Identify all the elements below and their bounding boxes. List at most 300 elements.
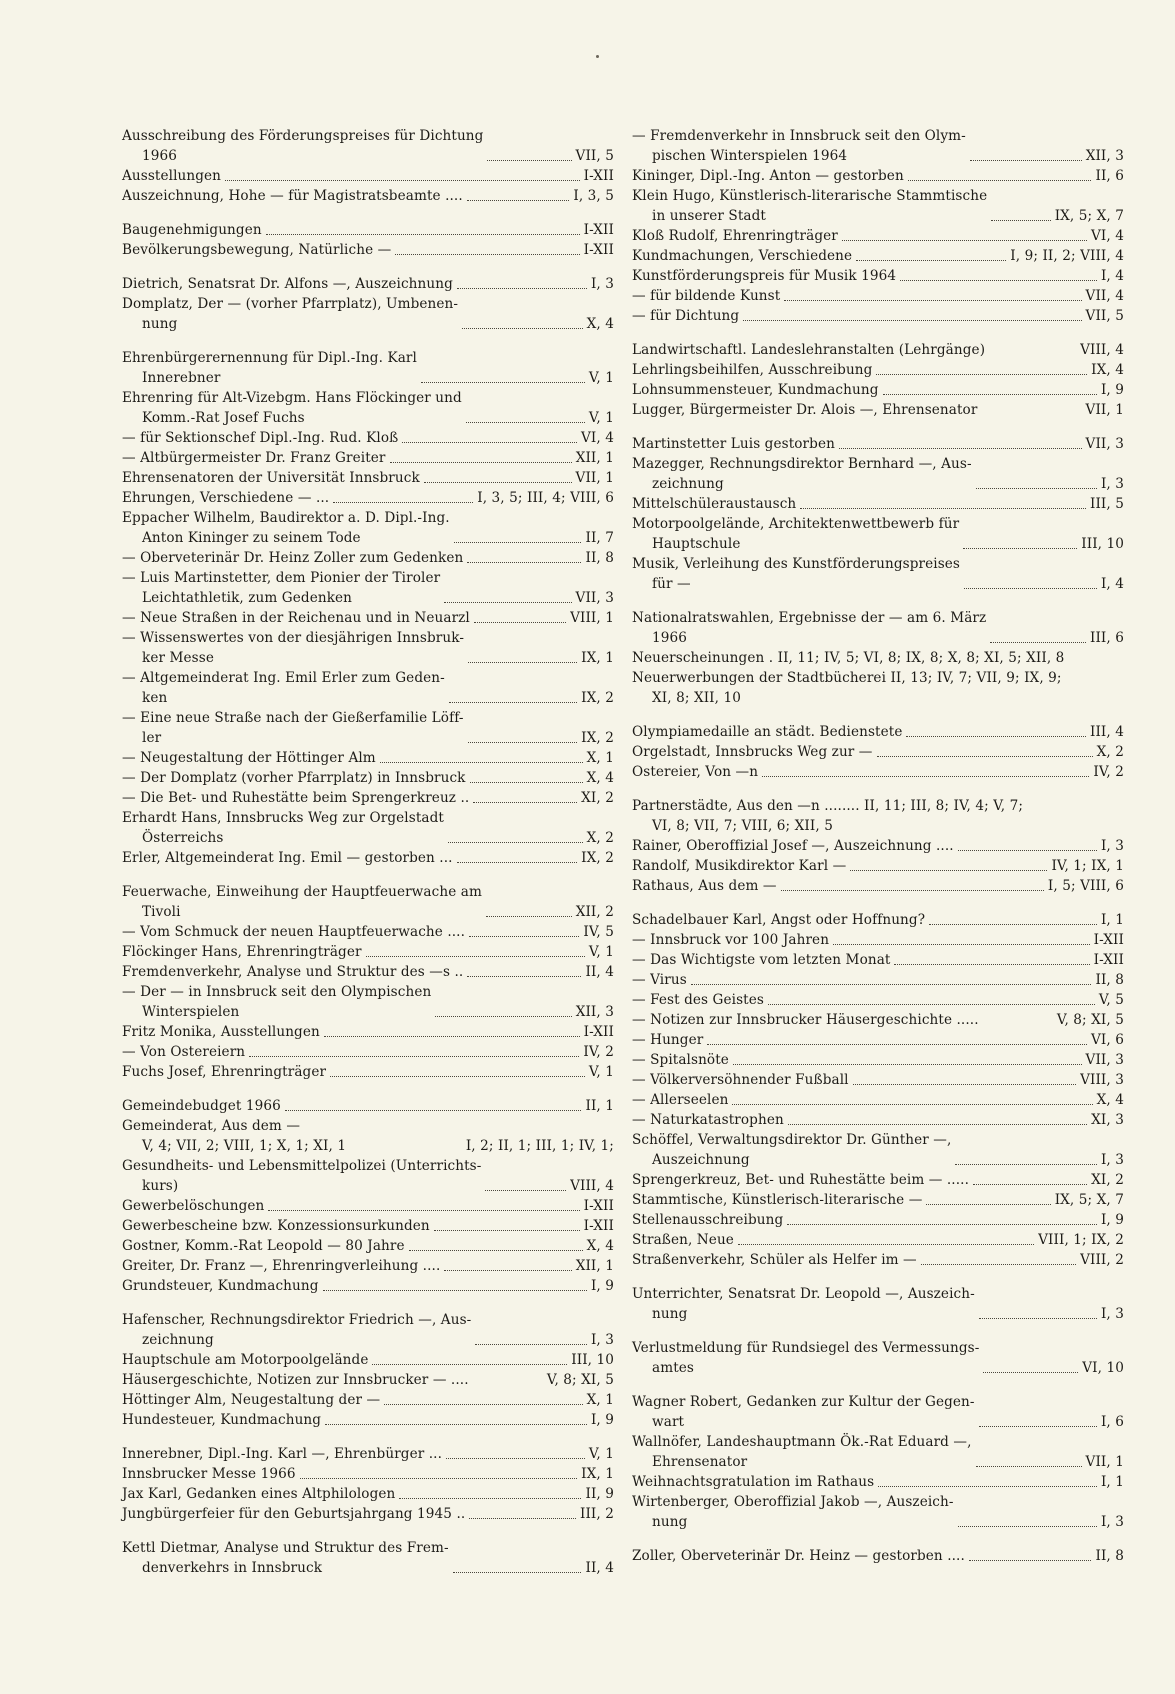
entry-text	[122, 1216, 430, 1236]
dot-leader	[983, 1362, 1078, 1373]
dot-leader	[467, 552, 581, 563]
entry-text	[122, 468, 420, 488]
index-entry	[632, 1030, 1124, 1050]
section-gap	[632, 594, 1124, 608]
index-entry	[632, 340, 1124, 360]
entry-reference: IX, 5; X, 7	[1054, 208, 1124, 224]
entry-line: — Notizen zur Innsbrucker Häusergeschichte .....	[632, 1012, 979, 1028]
entry-continuation: ler	[142, 730, 162, 746]
index-entry	[122, 1042, 614, 1062]
entry-line: Feuerwache, Einweihung der Hauptfeuerwache am	[122, 884, 482, 900]
entry-text	[632, 1030, 703, 1050]
dot-leader	[473, 1375, 543, 1385]
entry-reference: IX, 1	[581, 1466, 614, 1482]
entry-line: Fritz Monika, Ausstellungen	[122, 1024, 320, 1040]
entry-line: Neuerwerbungen der Stadtbücherei II, 13; IV, 7; VII, 9; IX, 9;	[632, 670, 1062, 686]
index-entry	[122, 1276, 614, 1296]
index-entry	[632, 1392, 1124, 1432]
index-entry	[632, 434, 1124, 454]
entry-reference: VI, 6	[1091, 1032, 1124, 1048]
dot-leader	[921, 1254, 1076, 1265]
entry-text	[632, 494, 796, 514]
index-entry	[122, 1484, 614, 1504]
entry-text	[122, 1236, 405, 1256]
entry-line: — Hunger	[632, 1032, 704, 1048]
entry-reference: VIII, 1; IX, 2	[1038, 1232, 1124, 1248]
entry-line: Gemeindebudget 1966	[122, 1098, 281, 1114]
entry-line: Gewerbescheine bzw. Konzessionsurkunden	[122, 1218, 430, 1234]
entry-continuation: nung	[652, 1514, 688, 1530]
entry-line: Jungbürgerfeier für den Geburtsjahrgang 1945 ..	[122, 1506, 466, 1522]
entry-continuation: Winterspielen	[142, 1004, 240, 1020]
index-entry	[632, 1110, 1124, 1130]
entry-line: Kundmachungen, Verschiedene	[632, 248, 853, 264]
entry-text	[122, 768, 466, 788]
section-gap	[122, 1524, 614, 1538]
dot-leader	[384, 1394, 582, 1405]
dot-leader	[976, 1456, 1082, 1467]
entry-text	[632, 796, 1023, 836]
index-entry	[632, 1210, 1124, 1230]
index-entry	[122, 1256, 614, 1276]
entry-reference: IX, 2	[581, 730, 614, 746]
dot-leader	[732, 1094, 1092, 1105]
entry-line: Domplatz, Der — (vorher Pfarrplatz), Umbenen-	[122, 296, 459, 312]
entry-text	[632, 1546, 965, 1566]
entry-reference: XII, 3	[575, 1004, 614, 1020]
entry-reference: I, 3	[1100, 1306, 1124, 1322]
dot-leader	[249, 1046, 579, 1057]
entry-continuation: kurs)	[142, 1178, 179, 1194]
entry-line: — Innsbruck vor 100 Jahren	[632, 932, 830, 948]
entry-line: Mittelschüleraustausch	[632, 496, 797, 512]
index-entry	[632, 608, 1124, 648]
entry-reference: I, 3	[590, 1332, 614, 1348]
entry-reference: I, 9	[1100, 382, 1124, 398]
entry-reference: VIII, 3	[1080, 1072, 1124, 1088]
entry-reference: I, 1	[1100, 1474, 1124, 1490]
entry-reference: I, 9; II, 2; VIII, 4	[1010, 248, 1124, 264]
entry-reference: V, 8; XI, 5	[546, 1372, 614, 1388]
index-entry	[122, 428, 614, 448]
dot-leader	[979, 1308, 1097, 1319]
index-entry	[122, 348, 614, 388]
index-entry	[122, 748, 614, 768]
entry-text	[632, 608, 986, 648]
entry-line: Motorpoolgelände, Architektenwettbewerb für	[632, 516, 960, 532]
entry-text	[122, 348, 417, 388]
index-entry	[632, 306, 1124, 326]
entry-continuation: pischen Winterspielen 1964	[652, 148, 848, 164]
entry-reference: I, 5; VIII, 6	[1047, 878, 1124, 894]
entry-line: Gemeinderat, Aus dem —	[122, 1118, 301, 1134]
entry-line: — Der Domplatz (vorher Pfarrplatz) in Innsbruck	[122, 770, 466, 786]
entry-continuation: Anton Kininger zu seinem Tode	[142, 530, 361, 546]
index-entry	[122, 186, 614, 206]
entry-text	[122, 1370, 469, 1390]
entry-line: Dietrich, Senatsrat Dr. Alfons —, Auszeichnung	[122, 276, 453, 292]
index-entry	[632, 1130, 1124, 1170]
entry-reference: X, 4	[586, 316, 614, 332]
entry-line: Jax Karl, Gedanken eines Altphilologen	[122, 1486, 396, 1502]
index-entry	[122, 942, 614, 962]
entry-continuation: VI, 8; VII, 7; VIII, 6; XII, 5	[652, 818, 833, 834]
dot-leader	[467, 190, 570, 201]
dot-leader	[958, 840, 1097, 851]
dot-leader	[926, 1194, 1050, 1205]
dot-leader	[894, 954, 1089, 965]
entry-continuation: ken	[142, 690, 168, 706]
entry-reference: VIII, 4	[1080, 342, 1124, 358]
index-entry	[632, 1070, 1124, 1090]
entry-line: — Fremdenverkehr in Innsbruck seit den Olym-	[632, 128, 966, 144]
dot-leader	[444, 1260, 571, 1271]
entry-reference: I-XII	[583, 168, 614, 184]
index-entry	[122, 548, 614, 568]
entry-text	[122, 1484, 395, 1504]
entry-reference: II, 8	[1095, 1548, 1124, 1564]
entry-reference: I, 1	[1100, 912, 1124, 928]
entry-text	[632, 1392, 975, 1432]
index-entry	[632, 722, 1124, 742]
entry-line: Rainer, Oberoffizial Josef —, Auszeichnung ....	[632, 838, 954, 854]
entry-text	[122, 1350, 368, 1370]
entry-text	[122, 568, 440, 608]
entry-line: Erler, Altgemeinderat Ing. Emil — gestorben ...	[122, 850, 453, 866]
entry-text	[632, 1110, 784, 1130]
index-entry	[632, 1050, 1124, 1070]
entry-text	[632, 434, 835, 454]
entry-line: Ehrensenatoren der Universität Innsbruck	[122, 470, 420, 486]
dot-leader	[743, 310, 1081, 321]
entry-line: Nationalratswahlen, Ergebnisse der — am 6. März	[632, 610, 987, 626]
entry-continuation: Ehrensenator	[652, 1454, 748, 1470]
dot-leader	[470, 772, 583, 783]
entry-reference: VIII, 1	[570, 610, 614, 626]
entry-continuation: Leichtathletik, zum Gedenken	[142, 590, 353, 606]
dot-leader	[877, 746, 1093, 757]
entry-text	[632, 286, 780, 306]
entry-line: Hauptschule am Motorpoolgelände	[122, 1352, 369, 1368]
entry-line: — für bildende Kunst	[632, 288, 781, 304]
entry-line: Innsbrucker Messe 1966	[122, 1466, 296, 1482]
entry-reference: I, 4	[1100, 576, 1124, 592]
dot-leader	[981, 405, 1081, 415]
entry-line: Bevölkerungsbewegung, Natürliche —	[122, 242, 392, 258]
entry-text	[122, 1390, 380, 1410]
section-gap	[122, 206, 614, 220]
entry-text	[632, 360, 872, 380]
entry-line: Straßen, Neue	[632, 1232, 734, 1248]
entry-text	[632, 1090, 728, 1110]
entry-reference: V, 1	[588, 410, 614, 426]
dot-leader	[485, 1180, 566, 1191]
entry-line: Martinstetter Luis gestorben	[632, 436, 835, 452]
dot-leader	[487, 150, 571, 161]
dot-leader	[467, 966, 581, 977]
section-gap	[632, 896, 1124, 910]
entry-line: Olympiamedaille an städt. Bedienstete	[632, 724, 903, 740]
entry-text	[632, 1210, 783, 1230]
entry-text	[632, 454, 972, 494]
index-entry	[122, 608, 614, 628]
entry-reference: I, 2; II, 1; III, 1; IV, 1;	[465, 1138, 614, 1154]
index-entry	[632, 910, 1124, 930]
section-gap	[122, 1430, 614, 1444]
index-entry	[122, 1216, 614, 1236]
entry-continuation: denverkehrs in Innsbruck	[142, 1560, 323, 1576]
index-entry	[122, 568, 614, 608]
index-entry	[122, 1196, 614, 1216]
dot-leader	[469, 926, 579, 937]
entry-reference: XII, 2	[575, 904, 614, 920]
entry-line: Häusergeschichte, Notizen zur Innsbrucker — ....	[122, 1372, 469, 1388]
index-entry	[632, 1492, 1124, 1532]
entry-line: — Naturkatastrophen	[632, 1112, 784, 1128]
entry-reference: V, 1	[588, 1446, 614, 1462]
entry-text	[122, 294, 458, 334]
dot-leader	[1068, 653, 1120, 663]
entry-line: — Der — in Innsbruck seit den Olympischen	[122, 984, 432, 1000]
entry-line: Wirtenberger, Oberoffizial Jakob —, Auszeich-	[632, 1494, 954, 1510]
index-entry	[632, 454, 1124, 494]
entry-text	[122, 668, 445, 708]
entry-line: Klein Hugo, Künstlerisch-literarische Stammtische	[632, 188, 988, 204]
dot-leader	[787, 1214, 1097, 1225]
dot-leader	[970, 150, 1082, 161]
dot-leader	[989, 345, 1076, 355]
entry-reference: XII, 3	[1085, 148, 1124, 164]
index-entry	[632, 930, 1124, 950]
section-gap	[632, 782, 1124, 796]
entry-line: Ausschreibung des Förderungspreises für Dichtung	[122, 128, 484, 144]
entry-reference: II, 4	[585, 964, 614, 980]
index-entry	[632, 1190, 1124, 1210]
entry-reference: XI, 2	[1091, 1172, 1124, 1188]
entry-text	[632, 950, 890, 970]
entry-line: Ostereier, Von —n	[632, 764, 759, 780]
entry-line: — Neugestaltung der Höttinger Alm	[122, 750, 376, 766]
entry-continuation: V, 4; VII, 2; VIII, 1; X, 1; XI, 1	[142, 1138, 347, 1154]
entry-reference: IX, 2	[581, 690, 614, 706]
entry-text	[632, 930, 829, 950]
entry-reference: I-XII	[1093, 932, 1124, 948]
section-gap	[122, 334, 614, 348]
dot-leader	[454, 532, 582, 543]
index-entry	[122, 1156, 614, 1196]
index-entry	[632, 1284, 1124, 1324]
entry-continuation: 1966	[652, 630, 687, 646]
index-entry	[122, 1538, 614, 1578]
entry-continuation: zeichnung	[142, 1332, 214, 1348]
dot-leader	[856, 250, 1006, 261]
entry-text	[122, 186, 463, 206]
entry-line: Musik, Verleihung des Kunstförderungspreises	[632, 556, 961, 572]
dot-leader	[707, 1034, 1087, 1045]
dot-leader	[762, 766, 1089, 777]
dot-leader	[399, 1488, 581, 1499]
entry-line: Ehrungen, Verschiedene — ...	[122, 490, 330, 506]
entry-line: Erhardt Hans, Innsbrucks Weg zur Orgelstadt	[122, 810, 444, 826]
entry-line: Eppacher Wilhelm, Baudirektor a. D. Dipl.-Ing.	[122, 510, 450, 526]
index-entry	[122, 628, 614, 668]
entry-text	[632, 762, 758, 782]
entry-reference: III, 4	[1089, 724, 1124, 740]
dot-leader	[976, 478, 1097, 489]
entry-line: Höttinger Alm, Neugestaltung der —	[122, 1392, 381, 1408]
entry-reference: I-XII	[583, 242, 614, 258]
dot-leader	[784, 290, 1081, 301]
dot-leader	[409, 1240, 583, 1251]
dot-leader	[963, 538, 1077, 549]
entry-reference: II, 4	[585, 1560, 614, 1576]
index-entry	[632, 1170, 1124, 1190]
index-entry	[122, 1370, 614, 1390]
entry-line: Schadelbauer Karl, Angst oder Hoffnung?	[632, 912, 926, 928]
entry-reference: VII, 4	[1085, 288, 1124, 304]
section-gap	[122, 1082, 614, 1096]
entry-reference: VI, 4	[1091, 228, 1124, 244]
index-entry	[632, 360, 1124, 380]
entry-text	[632, 1338, 979, 1378]
dot-leader	[883, 384, 1097, 395]
entry-text	[632, 1432, 972, 1472]
entry-reference: III, 2	[579, 1506, 614, 1522]
entry-text	[122, 1444, 442, 1464]
index-entry	[632, 494, 1124, 514]
entry-continuation: Auszeichnung	[652, 1152, 750, 1168]
entry-text	[632, 876, 777, 896]
entry-reference: VII, 1	[575, 470, 614, 486]
dot-leader	[833, 934, 1090, 945]
entry-text	[122, 1538, 449, 1578]
entry-line: Greiter, Dr. Franz —, Ehrenringverleihung ....	[122, 1258, 441, 1274]
index-entry	[122, 1410, 614, 1430]
entry-text	[632, 306, 739, 326]
dot-leader	[448, 832, 583, 843]
entry-text	[122, 448, 386, 468]
index-entry	[632, 970, 1124, 990]
entry-text	[632, 126, 966, 166]
entry-line: Lohnsummensteuer, Kundmachung	[632, 382, 879, 398]
index-entry	[122, 294, 614, 334]
entry-text	[122, 1196, 264, 1216]
index-entry	[122, 962, 614, 982]
dot-leader	[474, 612, 566, 623]
index-entry	[122, 1022, 614, 1042]
entry-line: Mazegger, Rechnungsdirektor Bernhard —, Aus-	[632, 456, 972, 472]
dot-leader	[1027, 821, 1120, 831]
entry-reference: X, 2	[586, 830, 614, 846]
index-entry	[632, 1230, 1124, 1250]
dot-leader	[402, 432, 577, 443]
dot-leader	[788, 1114, 1087, 1125]
entry-text	[632, 668, 1062, 708]
entry-reference: VII, 1	[1085, 402, 1124, 418]
entry-line: — Von Ostereiern	[122, 1044, 246, 1060]
entry-line: Rathaus, Aus dem —	[632, 878, 777, 894]
dot-leader	[466, 412, 585, 423]
dot-leader	[900, 270, 1097, 281]
dot-leader	[435, 1006, 571, 1017]
entry-text	[122, 942, 362, 962]
index-entry	[632, 648, 1124, 668]
entry-line: Weihnachtsgratulation im Rathaus	[632, 1474, 875, 1490]
dot-leader	[457, 852, 578, 863]
entry-continuation: Tivoli	[142, 904, 181, 920]
entry-text	[122, 1464, 296, 1484]
dot-leader	[446, 1448, 585, 1459]
entry-text	[122, 1310, 471, 1350]
entry-line: — Das Wichtigste vom letzten Monat	[632, 952, 891, 968]
entry-reference: II, 8	[1095, 972, 1124, 988]
entry-reference: VII, 1	[1085, 1454, 1124, 1470]
index-entry	[122, 508, 614, 548]
entry-text	[632, 1492, 954, 1532]
entry-line: — Vom Schmuck der neuen Hauptfeuerwache ....	[122, 924, 466, 940]
index-entry	[632, 380, 1124, 400]
entry-text	[122, 548, 463, 568]
entry-reference: VIII, 4	[570, 1178, 614, 1194]
index-entry	[122, 922, 614, 942]
entry-line: — Altgemeinderat Ing. Emil Erler zum Geden-	[122, 670, 445, 686]
entry-line: Verlustmeldung für Rundsiegel des Vermessungs-	[632, 1340, 980, 1356]
entry-text	[632, 554, 960, 594]
index-entry	[122, 848, 614, 868]
entry-line: Fremdenverkehr, Analyse und Struktur des —s ..	[122, 964, 464, 980]
dot-leader	[366, 946, 585, 957]
index-entry	[632, 1546, 1124, 1566]
entry-reference: IV, 2	[1093, 764, 1124, 780]
dot-leader	[1066, 693, 1120, 703]
dot-leader	[324, 1026, 580, 1037]
entry-line: — Völkerversöhnender Fußball	[632, 1072, 849, 1088]
index-entry	[122, 1350, 614, 1370]
entry-continuation: amtes	[652, 1360, 694, 1376]
entry-text	[632, 380, 879, 400]
entry-reference: V, 1	[588, 370, 614, 386]
entry-reference: I, 9	[1100, 1212, 1124, 1228]
index-entry	[632, 286, 1124, 306]
entry-reference: V, 8; XI, 5	[1056, 1012, 1124, 1028]
entry-line: Innerebner, Dipl.-Ing. Karl —, Ehrenbürger ...	[122, 1446, 443, 1462]
entry-continuation: XI, 8; XII, 10	[652, 690, 741, 706]
entry-reference: I, 9	[590, 1278, 614, 1294]
index-entry	[632, 950, 1124, 970]
entry-reference: II, 6	[1095, 168, 1124, 184]
index-entry	[632, 742, 1124, 762]
dot-leader	[973, 1174, 1087, 1185]
entry-text	[632, 166, 904, 186]
entry-reference: II, 1	[585, 1098, 614, 1114]
entry-text	[122, 982, 431, 1022]
dot-leader	[733, 1054, 1082, 1065]
paper-speck	[596, 55, 599, 58]
entry-line: Gewerbelöschungen	[122, 1198, 265, 1214]
index-entry	[122, 388, 614, 428]
entry-reference: V, 1	[588, 1064, 614, 1080]
entry-reference: XI, 2	[581, 790, 614, 806]
entry-reference: III, 10	[571, 1352, 614, 1368]
entry-reference: VI, 10	[1082, 1360, 1124, 1376]
entry-reference: IX, 1	[581, 650, 614, 666]
entry-text	[122, 922, 465, 942]
dot-leader	[457, 278, 587, 289]
entry-reference: III, 5	[1089, 496, 1124, 512]
dot-leader	[473, 792, 577, 803]
entry-reference: I, 3	[1100, 1514, 1124, 1530]
dot-leader	[990, 632, 1086, 643]
